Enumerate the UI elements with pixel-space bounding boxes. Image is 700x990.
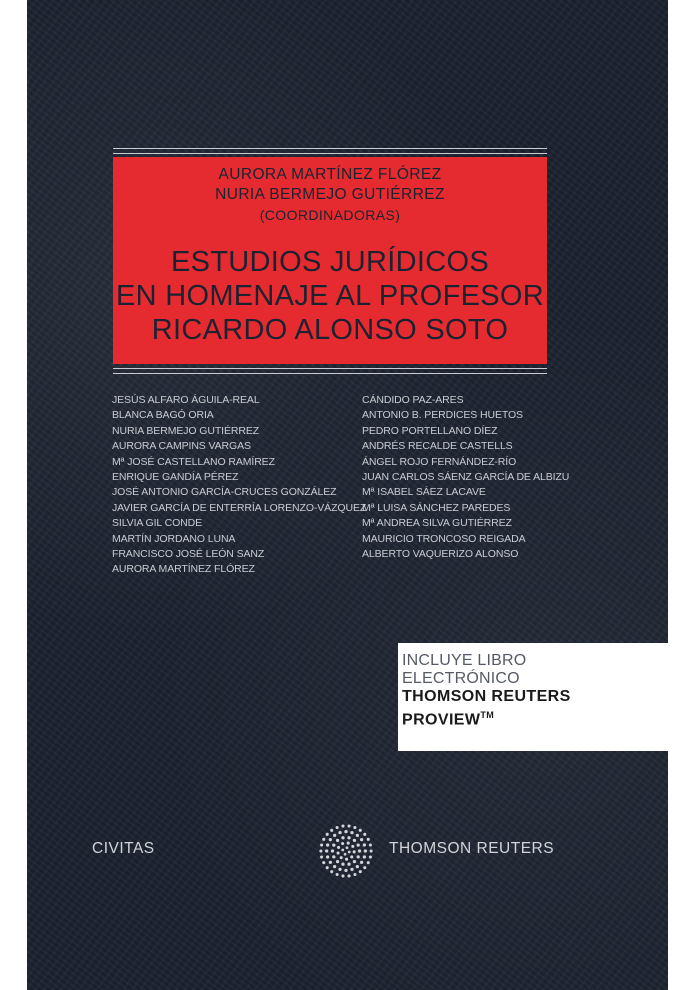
title-line: EN HOMENAJE AL PROFESOR <box>115 280 545 312</box>
author-name: PEDRO PORTELLANO DÍEZ <box>362 424 498 437</box>
author-name: AURORA MARTÍNEZ FLÓREZ <box>112 563 255 576</box>
proview-label: PROVIEW <box>402 711 481 729</box>
author-name: JUAN CARLOS SÁENZ GARCÍA DE ALBIZU <box>362 470 570 483</box>
ebook-badge <box>398 643 668 751</box>
book-cover <box>27 0 668 990</box>
author-name: Mª JOSÉ CASTELLANO RAMÍREZ <box>112 455 275 468</box>
ebook-badge-line: ELECTRÓNICO <box>402 670 520 687</box>
thomson-reuters-name: THOMSON REUTERS <box>389 840 555 857</box>
author-name: Mª ISABEL SÁEZ LACAVE <box>362 486 486 499</box>
title-line: ESTUDIOS JURÍDICOS <box>171 246 489 278</box>
thomson-reuters-dot-circle-icon <box>317 822 375 880</box>
ebook-badge-product <box>398 706 668 729</box>
authors-list-left <box>112 393 366 578</box>
ebook-badge-brand: THOMSON REUTERS <box>402 688 571 705</box>
author-name: BLANCA BAGÓ ORIA <box>112 409 214 422</box>
coordinator-role: (COORDINADORAS) <box>259 207 401 223</box>
author-name: ÁNGEL ROJO FERNÁNDEZ-RÍO <box>362 455 517 468</box>
author-name: JESÚS ALFARO ÁGUILA-REAL <box>112 394 260 406</box>
author-name: JAVIER GARCÍA DE ENTERRÍA LORENZO-VÁZQUEZ <box>112 501 367 514</box>
author-name: ENRIQUE GANDÍA PÉREZ <box>112 470 239 483</box>
author-name: AURORA CAMPINS VARGAS <box>112 440 251 453</box>
coordinators-block <box>113 165 547 225</box>
top-double-rule <box>113 148 547 154</box>
authors-list-right <box>362 393 569 562</box>
author-name: ANTONIO B. PERDICES HUETOS <box>362 409 523 422</box>
author-name: CÁNDIDO PAZ-ARES <box>362 394 464 406</box>
author-name: SILVIA GIL CONDE <box>112 517 203 530</box>
title-line: RICARDO ALONSO SOTO <box>151 314 509 346</box>
coordinator-name: NURIA BERMEJO GUTIÉRREZ <box>215 186 445 203</box>
ebook-badge-line: INCLUYE LIBRO <box>402 652 527 669</box>
author-name: Mª LUISA SÁNCHEZ PAREDES <box>362 501 511 514</box>
author-name: JOSÉ ANTONIO GARCÍA-CRUCES GONZÁLEZ <box>112 486 337 499</box>
author-name: MARTÍN JORDANO LUNA <box>112 532 236 545</box>
author-name: MAURICIO TRONCOSO REIGADA <box>362 532 526 545</box>
title-panel <box>113 157 547 364</box>
author-name: ALBERTO VAQUERIZO ALONSO <box>362 547 519 560</box>
author-name: NURIA BERMEJO GUTIÉRREZ <box>112 424 260 437</box>
book-title <box>113 245 547 347</box>
bottom-double-rule <box>113 368 547 374</box>
author-name: ANDRÉS RECALDE CASTELLS <box>362 440 513 453</box>
coordinator-name: AURORA MARTÍNEZ FLÓREZ <box>218 166 442 183</box>
civitas-imprint: CIVITAS <box>92 840 155 857</box>
trademark-mark: TM <box>480 710 495 720</box>
author-name: FRANCISCO JOSÉ LEÓN SANZ <box>112 547 265 560</box>
author-name: Mª ANDREA SILVA GUTIÉRREZ <box>362 517 512 530</box>
